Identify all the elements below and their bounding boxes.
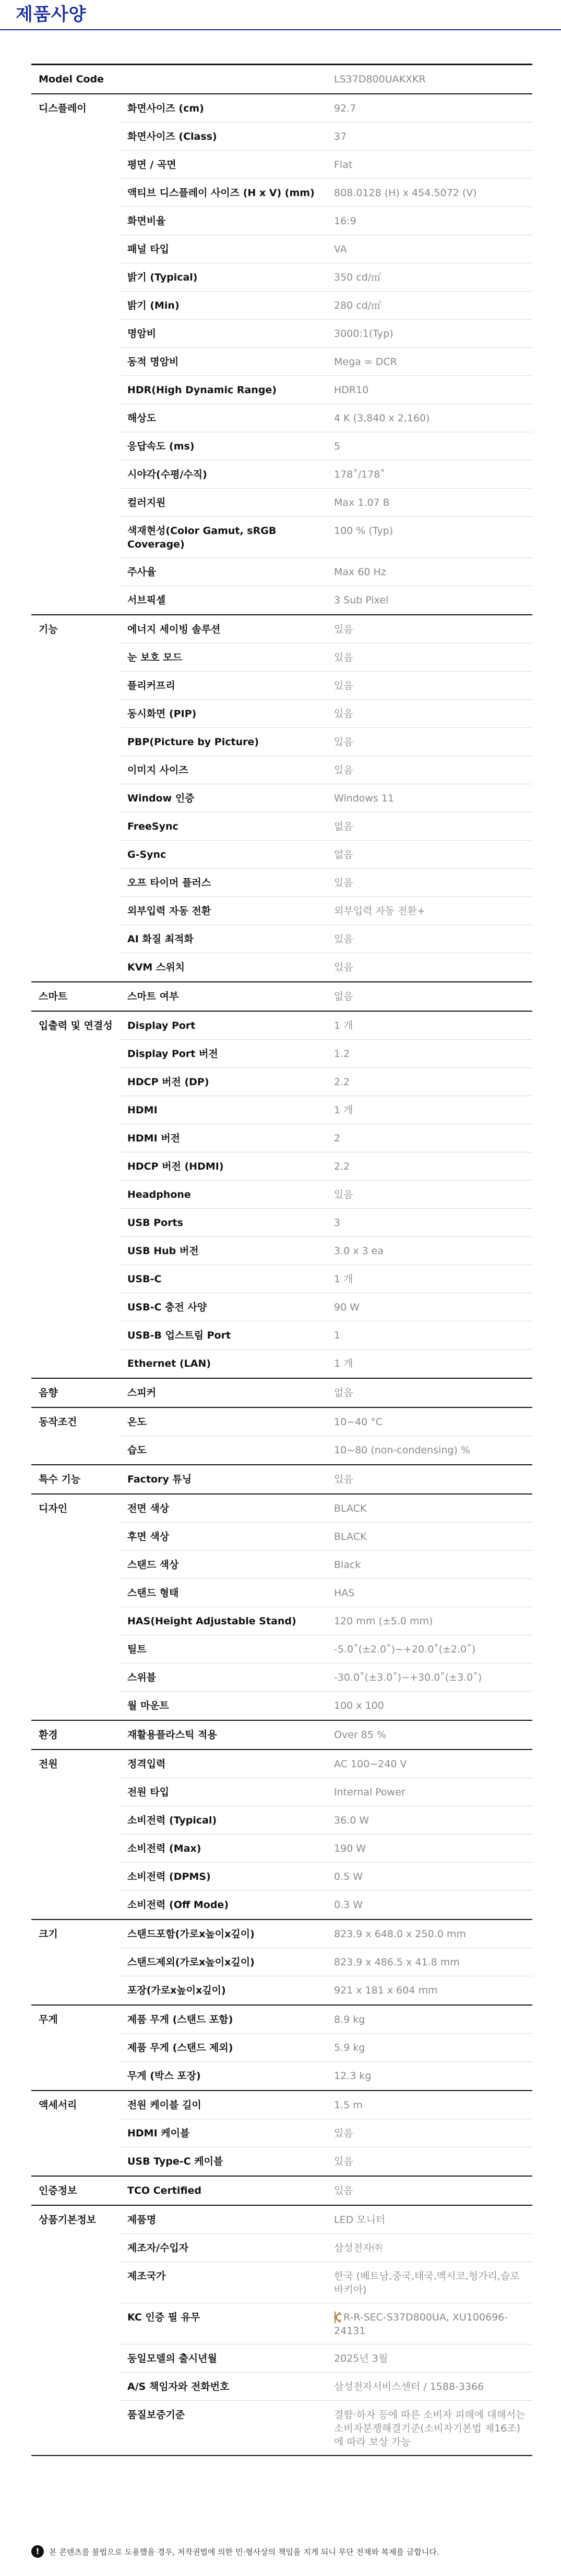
spec-label: USB Type-C 케이블 — [127, 2156, 223, 2167]
spec-value: 있음 — [334, 624, 353, 635]
spec-row — [120, 1721, 532, 1749]
spec-row — [120, 2006, 532, 2034]
spec-category: 특수 기능 — [39, 1474, 81, 1485]
spec-value: -5.0˚(±2.0˚)~+20.0˚(±2.0˚) — [334, 1644, 476, 1655]
spec-row — [120, 2147, 532, 2176]
spec-row — [120, 1096, 532, 1124]
spec-label: 스탠드 형태 — [127, 1587, 179, 1599]
spec-row — [120, 1040, 532, 1068]
spec-row — [120, 179, 532, 207]
spec-section — [31, 2006, 532, 2091]
spec-row — [120, 897, 532, 925]
spec-row — [120, 2034, 532, 2062]
spec-value: 2.2 — [334, 1161, 350, 1172]
spec-value: VA — [334, 244, 347, 255]
spec-label: 외부입력 자동 전환 — [127, 905, 211, 917]
warning-icon: ! — [31, 2545, 44, 2558]
spec-category: 인증정보 — [39, 2185, 77, 2196]
spec-label: 소비전력 (Off Mode) — [127, 1899, 229, 1911]
spec-label: USB-C 충전 사양 — [127, 1302, 207, 1313]
spec-row — [120, 1692, 532, 1720]
spec-label: 패널 타입 — [127, 244, 170, 255]
spec-value: 없음 — [334, 1387, 353, 1399]
spec-label: 오프 타이머 플러스 — [127, 877, 211, 889]
spec-value: 있음 — [334, 764, 353, 776]
spec-row — [120, 460, 532, 489]
spec-label: USB-B 업스트림 Port — [127, 1330, 231, 1341]
spec-row — [120, 291, 532, 320]
spec-value: 1.5 m — [334, 2099, 363, 2111]
spec-label: 온도 — [127, 1416, 147, 1428]
spec-row — [120, 1891, 532, 1919]
spec-category: 상품기본정보 — [39, 2214, 97, 2226]
spec-value: 3.0 x 3 ea — [334, 1245, 384, 1257]
spec-label: 제품 무게 (스탠드 제외) — [127, 2042, 233, 2053]
spec-row — [120, 2344, 532, 2373]
spec-category: 디스플레이 — [39, 103, 87, 114]
spec-category: 스마트 — [39, 991, 68, 1002]
spec-row — [120, 615, 532, 643]
spec-value: 있음 — [334, 2185, 353, 2196]
spec-label: 컬러지원 — [127, 497, 166, 508]
spec-value: BLACK — [334, 1503, 367, 1514]
spec-row — [120, 1068, 532, 1096]
spec-value: 1 개 — [334, 1273, 353, 1285]
spec-label: 습도 — [127, 1444, 147, 1456]
spec-row — [120, 728, 532, 756]
kc-certification-icon — [334, 2311, 342, 2324]
spec-row — [120, 517, 532, 558]
spec-row — [120, 404, 532, 432]
spec-row — [120, 376, 532, 404]
spec-row — [120, 2119, 532, 2147]
spec-label: 포장(가로x높이x깊이) — [127, 1985, 226, 1996]
spec-label: HDR(High Dynamic Range) — [127, 384, 277, 396]
spec-value: Flat — [334, 159, 353, 171]
spec-row — [120, 1379, 532, 1407]
spec-value: 있음 — [334, 877, 353, 889]
spec-value: 있음 — [334, 680, 353, 691]
spec-value: 37 — [334, 131, 347, 142]
spec-value: 3 Sub Pixel — [334, 594, 389, 606]
spec-value: 350 cd/㎡ — [334, 272, 381, 283]
spec-value: Mega ∞ DCR — [334, 356, 397, 368]
spec-label: G-Sync — [127, 849, 166, 860]
spec-value: 1 개 — [334, 1020, 353, 1031]
spec-value: 100 x 100 — [334, 1700, 384, 1711]
spec-label: FreeSync — [127, 821, 178, 832]
spec-label: 이미지 사이즈 — [127, 764, 188, 776]
spec-category: 음향 — [39, 1387, 58, 1399]
spec-row — [120, 1465, 532, 1493]
spec-label: 월 마운트 — [127, 1700, 170, 1711]
spec-value: 1 개 — [334, 1104, 353, 1116]
spec-label: 스탠드 색상 — [127, 1559, 179, 1571]
spec-category: 환경 — [39, 1729, 58, 1741]
spec-category: 기능 — [39, 624, 58, 635]
spec-label: 틸트 — [127, 1644, 147, 1655]
spec-value: 10~40 °C — [334, 1416, 383, 1428]
spec-row — [120, 1579, 532, 1607]
spec-label: KVM 스위치 — [127, 962, 185, 973]
spec-value: LS37D800UAKXKR — [334, 74, 426, 85]
spec-value: 92.7 — [334, 103, 356, 114]
spec-value: Black — [334, 1559, 361, 1571]
spec-value: 없음 — [334, 991, 353, 1002]
spec-row — [120, 2373, 532, 2401]
spec-label: 소비전력 (Typical) — [127, 1815, 217, 1826]
spec-value: 0.3 W — [334, 1899, 363, 1911]
spec-row — [120, 1750, 532, 1778]
spec-row — [120, 123, 532, 151]
spec-label: A/S 책임자와 전화번호 — [127, 2381, 230, 2392]
spec-row — [120, 812, 532, 841]
spec-row — [120, 784, 532, 812]
spec-section — [31, 1012, 532, 1379]
spec-section — [31, 1494, 532, 1721]
spec-label: Display Port 버전 — [127, 1048, 218, 1060]
spec-value: Max 60 Hz — [334, 566, 386, 578]
spec-value: 4 K (3,840 x 2,160) — [334, 412, 430, 424]
spec-row — [120, 1523, 532, 1551]
copyright-notice — [31, 2544, 553, 2559]
spec-section — [31, 2091, 532, 2177]
spec-value: 178˚/178˚ — [334, 469, 385, 480]
spec-row — [120, 1778, 532, 1806]
spec-value: 280 cd/㎡ — [334, 300, 381, 311]
title-divider — [0, 29, 561, 30]
spec-row — [120, 1265, 532, 1293]
spec-value: 5.9 kg — [334, 2042, 365, 2053]
spec-label: 소비전력 (Max) — [127, 1843, 201, 1854]
spec-section — [31, 1920, 532, 2006]
spec-value: 823.9 x 486.5 x 41.8 mm — [334, 1957, 460, 1968]
spec-value: 결함·하자 등에 따른 소비자 피해에 대해서는 소비자분쟁해결기준(소비자기본법 제16조)에 따라 보상 가능 — [334, 2409, 526, 2448]
spec-label: 주사율 — [127, 566, 157, 578]
spec-label: 품질보증기준 — [127, 2409, 185, 2421]
spec-value: 있음 — [334, 2128, 353, 2139]
spec-label: 스위블 — [127, 1672, 157, 1683]
spec-label: 화면비율 — [127, 215, 166, 227]
spec-label: 에너지 세이빙 솔루션 — [127, 624, 221, 635]
spec-category: 무게 — [39, 2014, 58, 2025]
spec-value: Max 1.07 B — [334, 497, 390, 508]
spec-row — [120, 2234, 532, 2262]
spec-value: 외부입력 자동 전환+ — [334, 905, 425, 917]
spec-label: Factory 튜닝 — [127, 1474, 192, 1485]
spec-value: 3000:1(Typ) — [334, 328, 393, 339]
spec-label: 무게 (박스 포장) — [127, 2070, 201, 2082]
spec-value: HDR10 — [334, 384, 369, 396]
spec-section — [31, 982, 532, 1012]
spec-value: 12.3 kg — [334, 2070, 372, 2082]
spec-section — [31, 94, 532, 615]
spec-value: -30.0˚(±3.0˚)~+30.0˚(±3.0˚) — [334, 1672, 482, 1683]
spec-label: 제품명 — [127, 2214, 157, 2226]
spec-row — [120, 1607, 532, 1635]
spec-value: 36.0 W — [334, 1815, 369, 1826]
spec-label: HDCP 버전 (HDMI) — [127, 1161, 224, 1172]
spec-row — [120, 432, 532, 460]
spec-row — [120, 1408, 532, 1436]
spec-row — [120, 1209, 532, 1237]
spec-value: 1.2 — [334, 1048, 350, 1060]
spec-label: 시야각(수평/수직) — [127, 469, 207, 480]
spec-row — [120, 1806, 532, 1834]
spec-value: 있음 — [334, 708, 353, 720]
spec-row — [120, 2262, 532, 2303]
spec-value: 921 x 181 x 604 mm — [334, 1985, 438, 1996]
spec-label: 색재현성(Color Gamut, sRGB Coverage) — [127, 525, 277, 550]
spec-value: 5 — [334, 441, 341, 452]
spec-label: Window 인증 — [127, 793, 195, 804]
spec-section — [31, 1379, 532, 1408]
spec-row — [120, 1012, 532, 1040]
spec-value: 삼성전자㈜ — [334, 2242, 383, 2254]
spec-category: 전원 — [39, 1758, 58, 1770]
spec-row — [120, 1863, 532, 1891]
spec-value — [329, 2303, 532, 2344]
spec-label: 동일모델의 출시년월 — [127, 2353, 217, 2364]
spec-row — [120, 1124, 532, 1152]
spec-section — [31, 1465, 532, 1494]
spec-label: 밝기 (Min) — [127, 300, 180, 311]
spec-row — [120, 756, 532, 784]
spec-value: HAS — [334, 1587, 355, 1599]
spec-label: Ethernet (LAN) — [127, 1358, 211, 1369]
spec-label: 재활용플라스틱 적용 — [127, 1729, 217, 1741]
spec-label: 제품 무게 (스탠드 포함) — [127, 2014, 233, 2025]
spec-value: 없음 — [334, 849, 353, 860]
spec-row — [120, 2401, 532, 2455]
spec-label: HDMI 케이블 — [127, 2128, 190, 2139]
spec-value: 있음 — [334, 962, 353, 973]
page-title: 제품사양 — [16, 4, 87, 25]
spec-label: 해상도 — [127, 412, 157, 424]
spec-label: 전면 색상 — [127, 1503, 170, 1514]
spec-row — [120, 558, 532, 586]
spec-table — [31, 64, 532, 2456]
spec-section — [31, 1721, 532, 1750]
spec-row — [120, 489, 532, 517]
spec-label: HDMI — [127, 1104, 158, 1116]
spec-label: HAS(Height Adjustable Stand) — [127, 1615, 296, 1627]
spec-row — [120, 2062, 532, 2090]
spec-row — [120, 982, 532, 1011]
spec-row — [120, 700, 532, 728]
spec-row — [120, 1920, 532, 1948]
spec-label: 제조국가 — [127, 2270, 166, 2282]
spec-label: Model Code — [39, 74, 104, 85]
spec-label: PBP(Picture by Picture) — [127, 736, 259, 748]
spec-value: 16:9 — [334, 215, 356, 227]
spec-label: TCO Certified — [127, 2185, 202, 2196]
spec-label: 화면사이즈 (Class) — [127, 131, 217, 142]
spec-row — [120, 1494, 532, 1523]
spec-value: 삼성전자서비스센터 / 1588-3366 — [334, 2381, 484, 2392]
spec-value: 있음 — [334, 736, 353, 748]
spec-label: 응답속도 (ms) — [127, 441, 195, 452]
spec-category: 동작조건 — [39, 1416, 77, 1428]
spec-value: Internal Power — [334, 1787, 405, 1798]
spec-label: 전원 타입 — [127, 1787, 170, 1798]
spec-row — [120, 2303, 532, 2344]
spec-value: 8.9 kg — [334, 2014, 365, 2025]
spec-row — [120, 672, 532, 700]
spec-value: 있음 — [334, 2156, 353, 2167]
spec-label: 후면 색상 — [127, 1531, 170, 1542]
spec-value: Windows 11 — [334, 793, 395, 804]
spec-row — [120, 1635, 532, 1663]
spec-value: 2025년 3월 — [334, 2353, 388, 2364]
spec-label: HDMI 버전 — [127, 1133, 180, 1144]
spec-row — [120, 1948, 532, 1976]
spec-value: 2 — [334, 1133, 341, 1144]
spec-row — [120, 2091, 532, 2119]
spec-value: 있음 — [334, 1189, 353, 1200]
spec-row — [120, 2177, 532, 2205]
spec-section — [31, 2177, 532, 2206]
spec-label: 동적 명암비 — [127, 356, 179, 368]
spec-value: 1 개 — [334, 1358, 353, 1369]
spec-label: 스탠드제외(가로x높이x깊이) — [127, 1957, 255, 1968]
spec-row — [120, 207, 532, 235]
spec-value: 120 mm (±5.0 mm) — [334, 1615, 433, 1627]
spec-row — [120, 869, 532, 897]
spec-row — [120, 2206, 532, 2234]
spec-value: 2.2 — [334, 1076, 350, 1088]
spec-category: 입출력 및 연결성 — [39, 1020, 113, 1031]
spec-value: 한국 (베트남,중국,태국,멕시코,헝가리,슬로바키아) — [334, 2270, 520, 2295]
spec-value: AC 100~240 V — [334, 1758, 407, 1770]
spec-value: 90 W — [334, 1302, 360, 1313]
spec-section — [31, 2206, 532, 2455]
spec-row — [120, 320, 532, 348]
spec-row — [120, 263, 532, 291]
spec-label: 제조자/수입자 — [127, 2242, 189, 2254]
kc-number: R-R-SEC-S37D800UA, XU100696-24131 — [334, 2312, 508, 2337]
spec-value: Over 85 % — [334, 1729, 387, 1741]
spec-row — [120, 1350, 532, 1378]
spec-label: AI 화질 최적화 — [127, 933, 194, 945]
spec-value: LED 모니터 — [334, 2214, 386, 2226]
spec-label: 화면사이즈 (cm) — [127, 103, 204, 114]
spec-label: 눈 보호 모드 — [127, 652, 182, 663]
spec-label: HDCP 버전 (DP) — [127, 1076, 209, 1088]
spec-row — [120, 841, 532, 869]
spec-row — [120, 1663, 532, 1692]
spec-value: BLACK — [334, 1531, 367, 1542]
spec-label: 전원 케이블 길이 — [127, 2099, 201, 2111]
spec-value: 있음 — [334, 1474, 353, 1485]
spec-value: 있음 — [334, 933, 353, 945]
spec-value: 823.9 x 648.0 x 250.0 mm — [334, 1928, 466, 1940]
spec-row — [120, 643, 532, 672]
spec-row — [120, 1181, 532, 1209]
spec-row — [120, 1321, 532, 1350]
spec-value: 0.5 W — [334, 1871, 363, 1882]
spec-value: 없음 — [334, 821, 353, 832]
spec-row — [120, 1551, 532, 1579]
spec-label: 플리커프리 — [127, 680, 175, 691]
copyright-text: 본 콘텐츠를 불법으로 도용했을 경우, 저작권법에 의한 민·형사상의 책임을 지게 되니 무단 전재와 복제를 금합니다. — [49, 2547, 439, 2557]
spec-section — [31, 1750, 532, 1920]
spec-label: 소비전력 (DPMS) — [127, 1871, 211, 1882]
spec-row — [120, 235, 532, 263]
spec-label: USB Hub 버전 — [127, 1245, 199, 1257]
spec-section — [31, 615, 532, 982]
spec-label: 동시화면 (PIP) — [127, 708, 197, 720]
spec-label: USB Ports — [127, 1217, 183, 1229]
spec-label: 서브픽셀 — [127, 594, 166, 606]
spec-row — [120, 1834, 532, 1863]
spec-label: 밝기 (Typical) — [127, 272, 198, 283]
spec-category: 디자인 — [39, 1503, 68, 1514]
spec-section-model — [31, 65, 532, 94]
spec-label: 스피커 — [127, 1387, 157, 1399]
spec-row — [120, 1436, 532, 1464]
spec-value: 190 W — [334, 1843, 366, 1854]
spec-row — [120, 151, 532, 179]
spec-label: 평면 / 곡면 — [127, 159, 176, 171]
spec-label: Headphone — [127, 1189, 191, 1200]
spec-value: 10~80 (non-condensing) % — [334, 1444, 470, 1456]
spec-label: Display Port — [127, 1020, 196, 1031]
spec-value: 있음 — [334, 652, 353, 663]
spec-label: 스탠드포함(가로x높이x깊이) — [127, 1928, 255, 1940]
spec-label: KC 인증 필 유무 — [127, 2312, 200, 2323]
spec-section — [31, 1408, 532, 1465]
spec-row — [120, 1237, 532, 1265]
spec-category: 액세서리 — [39, 2099, 77, 2111]
spec-row — [120, 586, 532, 614]
spec-value: 1 — [334, 1330, 341, 1341]
spec-value: 808.0128 (H) x 454.5072 (V) — [334, 187, 477, 199]
spec-row — [120, 1293, 532, 1321]
spec-row — [120, 925, 532, 953]
spec-row — [120, 1976, 532, 2004]
spec-row-model-code — [31, 65, 532, 93]
spec-label: 스마트 여부 — [127, 991, 179, 1002]
spec-label: 액티브 디스플레이 사이즈 (H x V) (mm) — [127, 187, 315, 199]
spec-value: 100 % (Typ) — [334, 525, 393, 537]
spec-label: 명암비 — [127, 328, 157, 339]
spec-row — [120, 94, 532, 123]
spec-row — [120, 348, 532, 376]
spec-category: 크기 — [39, 1928, 58, 1940]
spec-row — [120, 1152, 532, 1181]
spec-label: 정격입력 — [127, 1758, 166, 1770]
spec-row — [120, 953, 532, 981]
spec-value: 3 — [334, 1217, 341, 1229]
spec-label: USB-C — [127, 1273, 162, 1285]
